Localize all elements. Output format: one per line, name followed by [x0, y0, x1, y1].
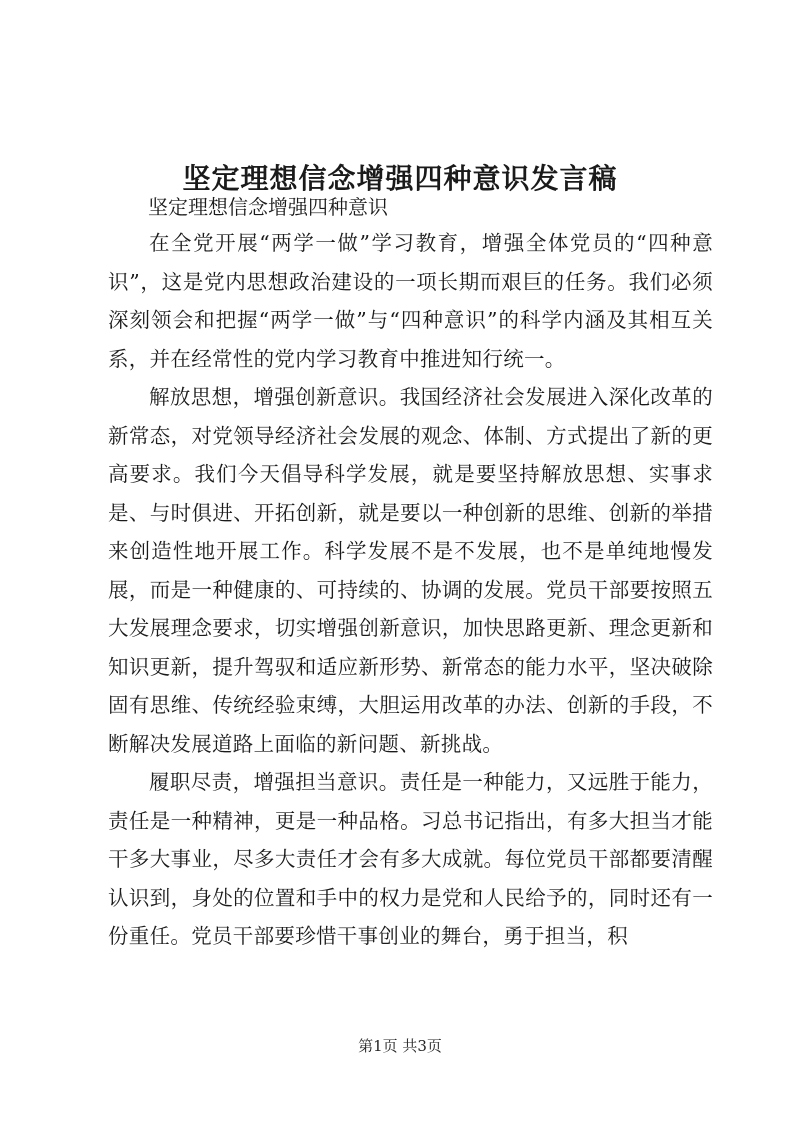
paragraph-responsibility: 履职尽责，增强担当意识。责任是一种能力，又远胜于能力，责任是一种精神，更是一种品格。习总书记指出，有多大担当才能干多大事业，尽多大责任才会有多大成就。每位党员干部都要清醒认识到，身处的位置和手中的权力是党和人民给予的，同时还有一份重任。党员干部要珍惜干事创业的舞台，勇于担当，积 — [108, 770, 713, 948]
document-body — [108, 190, 713, 956]
document-subtitle: 坚定理想信念增强四种意识 — [148, 195, 388, 219]
paragraph-intro: 在全党开展“两学一做”学习教育，增强全体党员的“四种意识”，这是党内思想政治建设的一项长期而艰巨的任务。我们必须深刻领会和把握“两学一做”与“四种意识”的科学内涵及其相互关系，并在经常性的党内学习教育中推进知行统一。 — [108, 231, 713, 371]
page-number-footer: 第1页 共3页 — [358, 1037, 442, 1055]
document-title: 坚定理想信念增强四种意识发言稿 — [182, 161, 618, 195]
paragraph-innovation: 解放思想，增强创新意识。我国经济社会发展进入深化改革的新常态，对党领导经济社会发展的观念、体制、方式提出了新的更高要求。我们今天倡导科学发展，就是要坚持解放思想、实事求是、与时俱进、开拓创新，就是要以一种创新的思维、创新的举措来创造性地开展工作。科学发展不是不发展，也不是单纯地慢发展，而是一种健康的、可持续的、协调的发展。党员干部要按照五大发展理念要求，切实增强创新意识，加快思路更新、理念更新和知识更新，提升驾驭和适应新形势、新常态的能力水平，坚决破除固有思维、传统经验束缚，大胆运用改革的办法、创新的手段，不断解决发展道路上面临的新问题、新挑战。 — [108, 385, 713, 756]
